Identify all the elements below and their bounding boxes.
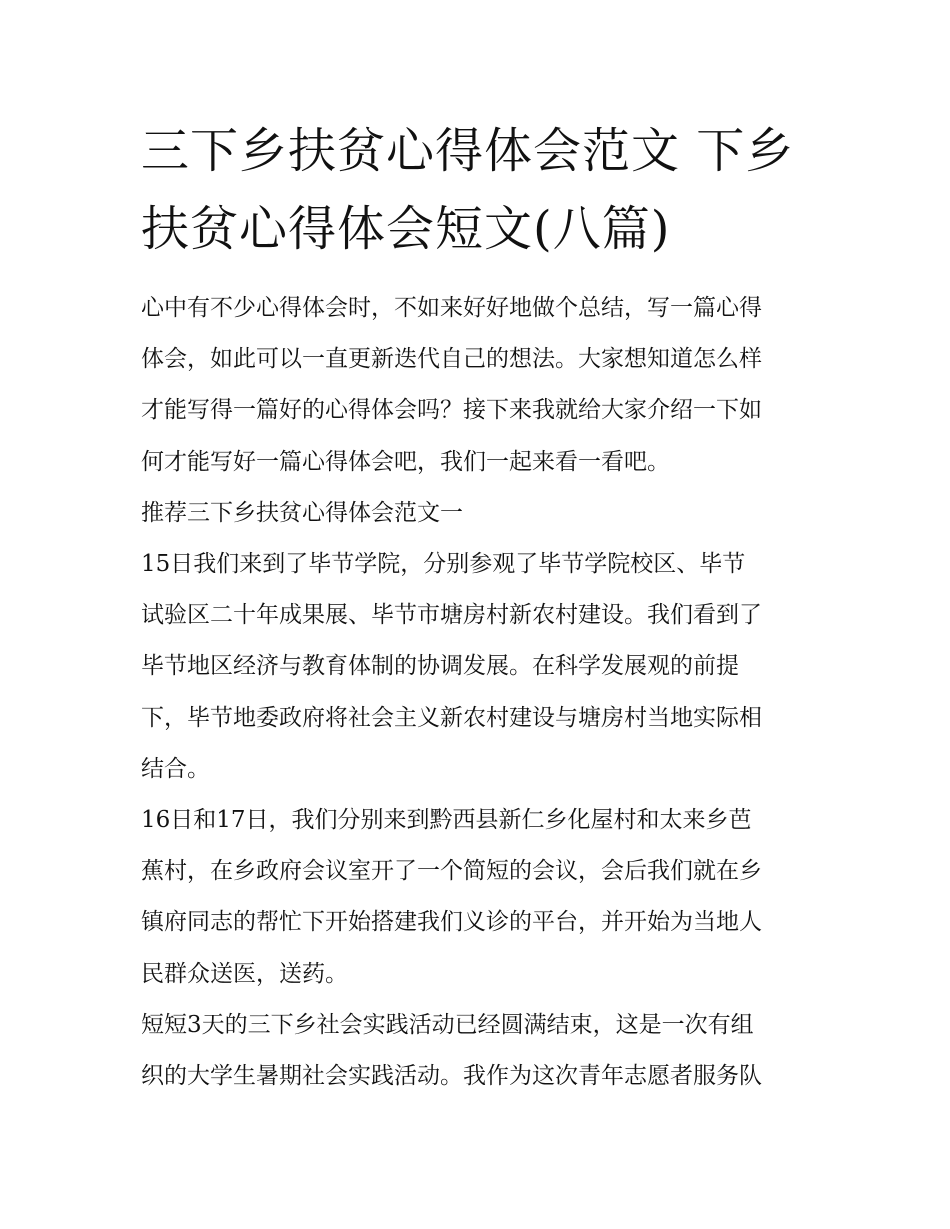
text-line: 何才能写好一篇心得体会吧，我们一起来看一看吧。 bbox=[141, 448, 670, 475]
body-paragraph bbox=[141, 795, 813, 1000]
intro-paragraph bbox=[141, 283, 813, 488]
text-line: 镇府同志的帮忙下开始搭建我们义诊的平台，并开始为当地人 bbox=[141, 909, 762, 936]
text-line: 心中有不少心得体会时，不如来好好地做个总结，写一篇心得 bbox=[141, 295, 762, 321]
text-line: 推荐三下乡扶贫心得体会范文一 bbox=[141, 499, 463, 526]
text-line: 织的大学生暑期社会实践活动。我作为这次青年志愿者服务队 bbox=[141, 1063, 762, 1090]
body-paragraph bbox=[141, 1000, 813, 1102]
text-line: 15日我们来到了毕节学院，分别参观了毕节学院校区、毕节 bbox=[141, 551, 746, 578]
text-line: 试验区二十年成果展、毕节市塘房村新农村建设。我们看到了 bbox=[141, 602, 762, 629]
text-line: 结合。 bbox=[141, 755, 210, 782]
text-line: 民群众送医，送药。 bbox=[141, 960, 348, 987]
text-line: 短短3天的三下乡社会实践活动已经圆满结束，这是一次有组 bbox=[141, 1011, 754, 1038]
document-title bbox=[141, 112, 813, 268]
text-line: 16日和17日，我们分别来到黔西县新仁乡化屋村和太来乡芭 bbox=[141, 807, 752, 834]
text-line: 蕉村，在乡政府会议室开了一个简短的会议，会后我们就在乡 bbox=[141, 858, 762, 885]
title-line-1: 三下乡扶贫心得体会范文 下乡 bbox=[141, 123, 795, 179]
text-line: 下，毕节地委政府将社会主义新农村建设与塘房村当地实际相 bbox=[141, 704, 762, 731]
body-paragraph bbox=[141, 539, 813, 795]
section-heading bbox=[141, 488, 813, 539]
text-line: 体会，如此可以一直更新迭代自己的想法。大家想知道怎么样 bbox=[141, 346, 762, 373]
text-line: 才能写得一篇好的心得体会吗？接下来我就给大家介绍一下如 bbox=[141, 397, 762, 424]
document-body bbox=[141, 112, 813, 1102]
title-line-2: 扶贫心得体会短文(八篇) bbox=[141, 201, 671, 257]
text-line: 毕节地区经济与教育体制的协调发展。在科学发展观的前提 bbox=[141, 653, 739, 680]
